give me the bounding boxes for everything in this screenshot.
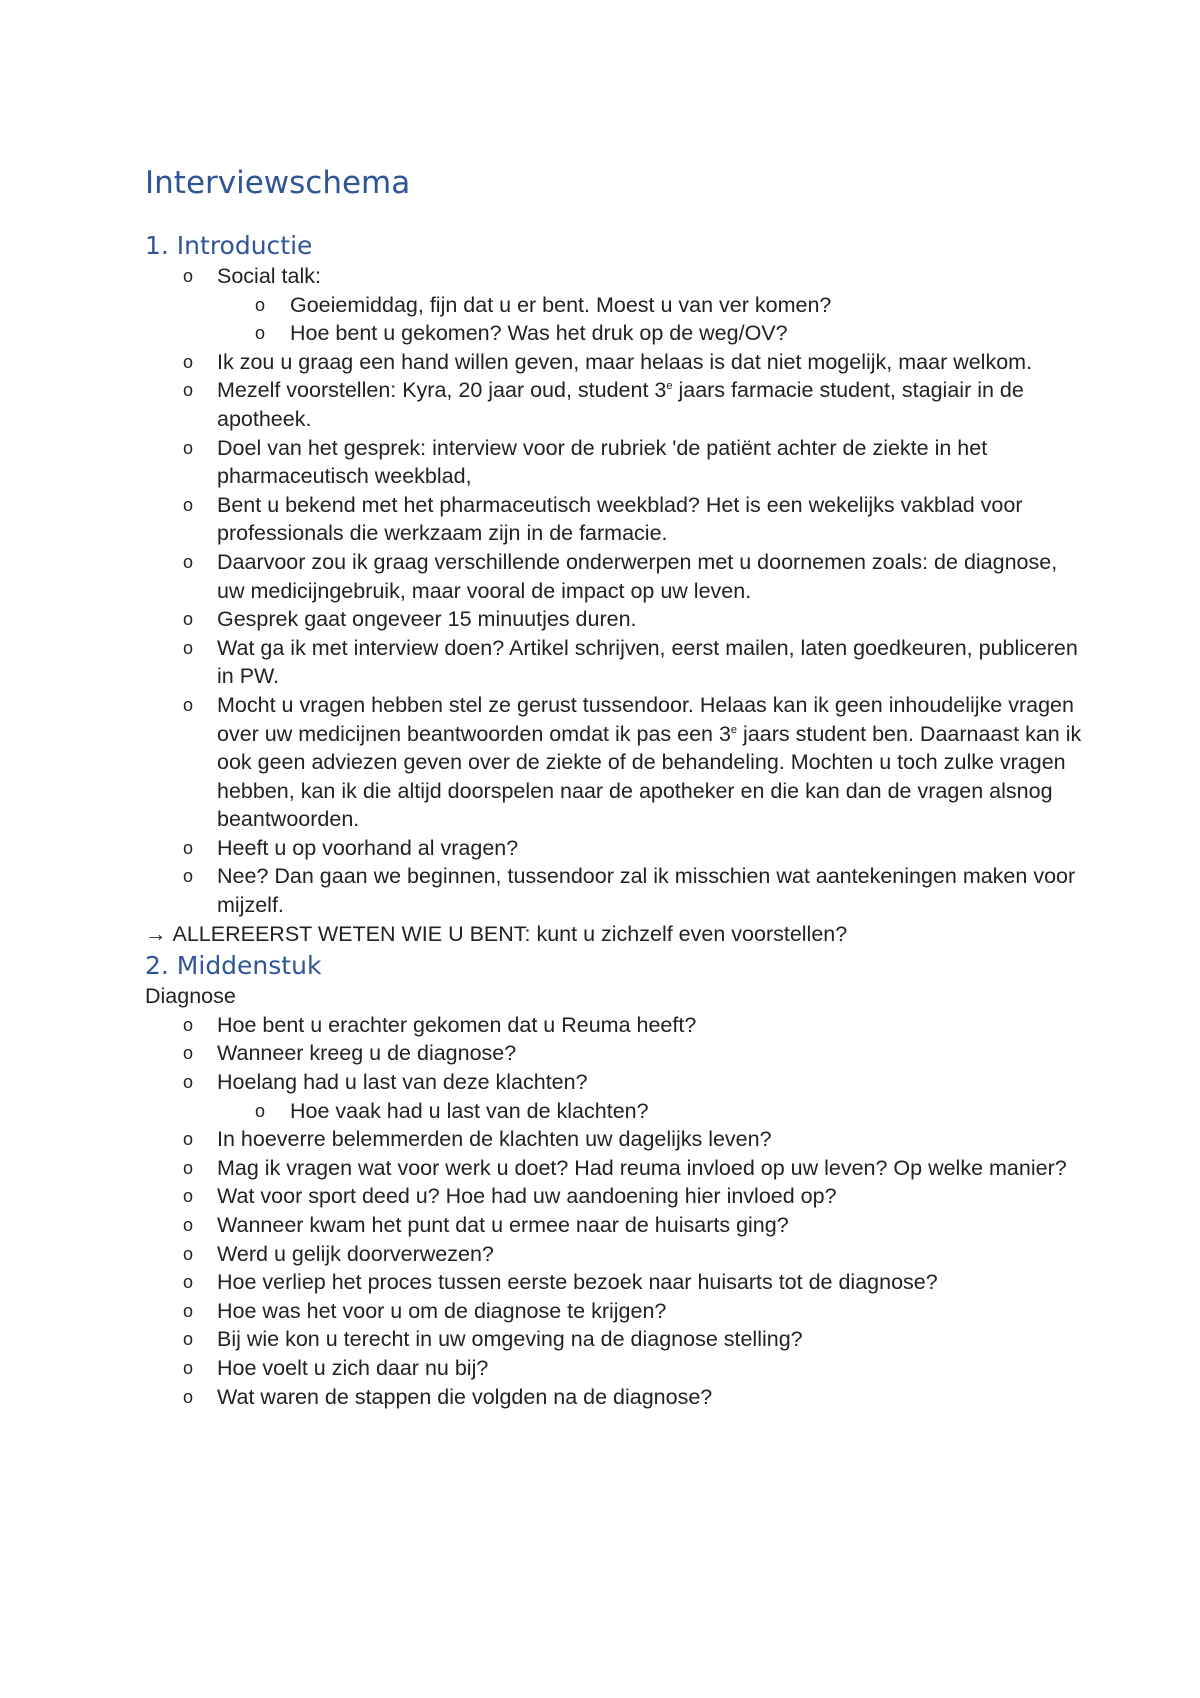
list-item [145,262,1085,291]
diagnose-list [145,1011,1085,1097]
list-item [145,1297,1085,1326]
list-item-text: Wanneer kreeg u de diagnose? [217,1041,517,1066]
list-item [145,1240,1085,1269]
list-item-text: Nee? Dan gaan we beginnen, tussendoor zal ik misschien wat aantekeningen maken voor mijzelf. [217,864,1076,918]
list-item-text: Hoe vaak had u last van de klachten? [290,1098,649,1123]
bullet-icon: o [255,323,266,344]
bullet-icon: o [183,1157,194,1178]
sub-list-item [145,319,1085,348]
list-item-text: Bent u bekend met het pharmaceutisch weekblad? Het is een wekelijks vakblad voor professionals die werkzaam zijn in de farmacie. [217,492,1023,546]
bullet-icon: o [183,380,194,401]
list-item [145,491,1085,548]
subheading-diagnose: Diagnose [145,984,236,1009]
bullet-icon: o [183,637,194,658]
list-item-text: Heeft u op voorhand al vragen? [217,835,519,860]
list-item-text: Hoelang had u last van deze klachten? [217,1070,588,1095]
page-title: Interviewschema [145,165,411,201]
list-item-text: In hoeverre belemmerden de klachten uw dagelijks leven? [217,1127,772,1152]
list-item [145,834,1085,863]
list-item-text: Bij wie kon u terecht in uw omgeving na de diagnose stelling? [217,1327,803,1352]
list-item-text: Doel van het gesprek: interview voor de rubriek 'de patiënt achter de ziekte in het pharmaceutisch weekblad, [217,435,988,489]
list-item-text: Wat waren de stappen die volgden na de diagnose? [217,1384,713,1409]
list-item-text: Wat ga ik met interview doen? Artikel schrijven, eerst mailen, laten goedkeuren, publiceren in PW. [217,635,1078,689]
bullet-icon: o [183,1072,194,1093]
bullet-icon: o [183,1043,194,1064]
list-item-text: Hoe voelt u zich daar nu bij? [217,1355,489,1380]
list-item-text: Ik zou u graag een hand willen geven, maar helaas is dat niet mogelijk, maar welkom. [217,349,1033,374]
list-item-text: Gesprek gaat ongeveer 15 minuutjes duren. [217,607,637,632]
list-item-text: Hoe was het voor u om de diagnose te krijgen? [217,1298,667,1323]
bullet-icon: o [183,609,194,630]
intro-list-continued [145,348,1085,920]
list-item-text: jaars farmacie student, stagiair in de apotheek. [217,378,1024,431]
list-item [145,434,1085,491]
social-talk-sublist [145,291,1085,348]
list-item-text: Wat voor sport deed u? Hoe had uw aandoening hier invloed op? [217,1184,837,1209]
list-item [145,1268,1085,1297]
list-item [145,1182,1085,1211]
list-item-text: jaars student ben. Daarnaast kan ik ook geen adviezen geven over de ziekte of de behandeling. Mochten u toch zulke vragen hebben, kan ik die altijd doorspelen naar de apotheker en die kan dan de vragen alsnog beantwoorden. [217,721,1082,832]
list-item [145,1068,1085,1097]
bullet-icon: o [255,1100,266,1121]
list-item-text: Hoe bent u erachter gekomen dat u Reuma heeft? [217,1012,697,1037]
bullet-icon: o [183,1386,194,1407]
bullet-icon: o [183,1129,194,1150]
list-item [145,634,1085,691]
arrow-line [145,920,1085,949]
list-item [145,691,1085,834]
list-item [145,862,1085,919]
arrow-line-text: ALLEREERST WETEN WIE U BENT: kunt u zichzelf even voorstellen? [172,921,848,946]
bullet-icon: o [183,1186,194,1207]
bullet-icon: o [183,1215,194,1235]
bullet-icon: o [183,1300,194,1321]
hoelang-sublist [145,1097,1085,1126]
list-item [145,548,1085,605]
ordinal-superscript: e [666,380,673,393]
bullet-icon: o [183,351,194,372]
bullet-icon: o [183,837,194,858]
bullet-icon: o [183,1243,194,1264]
list-item [145,1039,1085,1068]
list-item [145,1325,1085,1354]
list-item-text: Hoe bent u gekomen? Was het druk op de weg/OV? [290,321,788,346]
list-item [145,1154,1085,1183]
list-item-text: Wanneer kwam het punt dat u ermee naar de huisarts ging? [217,1213,789,1237]
ordinal-superscript: e [730,723,738,736]
list-item-text: Mag ik vragen wat voor werk u doet? Had reuma invloed op uw leven? Op welke manier? [217,1155,1067,1180]
list-item [145,1354,1085,1383]
list-item-text: Goeiemiddag, fijn dat u er bent. Moest u van ver komen? [290,292,832,317]
document-body [145,162,1085,1411]
list-item-text: Werd u gelijk doorverwezen? [217,1241,494,1266]
sub-list-item [145,291,1085,320]
list-item [145,348,1085,377]
section-heading-introductie: 1. Introductie [145,231,313,260]
bullet-icon: o [183,551,194,572]
list-item-text: Mezelf voorstellen: Kyra, 20 jaar oud, student 3 [217,378,667,403]
bullet-icon: o [255,294,266,315]
arrow-right-icon: → [145,921,167,946]
list-item [145,1011,1085,1040]
list-item-text: Mocht u vragen hebben stel ze gerust tussendoor. Helaas kan ik geen inhoudelijke vragen over uw medicijnen beantwoorden omdat ik pas een 3 [217,692,1074,746]
bullet-icon: o [183,694,194,715]
diagnose-list-continued [145,1125,1085,1411]
bullet-icon: o [183,1357,194,1378]
bullet-icon: o [183,866,194,887]
list-item-text: Social talk: [217,264,321,288]
list-item-text: Hoe verliep het proces tussen eerste bezoek naar huisarts tot de diagnose? [217,1270,938,1295]
list-item [145,1383,1085,1412]
bullet-icon: o [183,266,194,286]
bullet-icon: o [183,1329,194,1350]
intro-list [145,262,1085,291]
list-item [145,376,1085,433]
section-heading-middenstuk: 2. Middenstuk [145,951,322,981]
sub-list-item [145,1097,1085,1126]
list-item-text: Daarvoor zou ik graag verschillende onderwerpen met u doornemen zoals: de diagnose, uw medicijngebruik, maar vooral de impact op uw leven. [217,549,1058,603]
bullet-icon: o [183,494,194,515]
list-item [145,1211,1085,1240]
bullet-icon: o [183,1014,194,1035]
bullet-icon: o [183,437,194,458]
list-item [145,1125,1085,1154]
bullet-icon: o [183,1272,194,1293]
list-item [145,605,1085,634]
